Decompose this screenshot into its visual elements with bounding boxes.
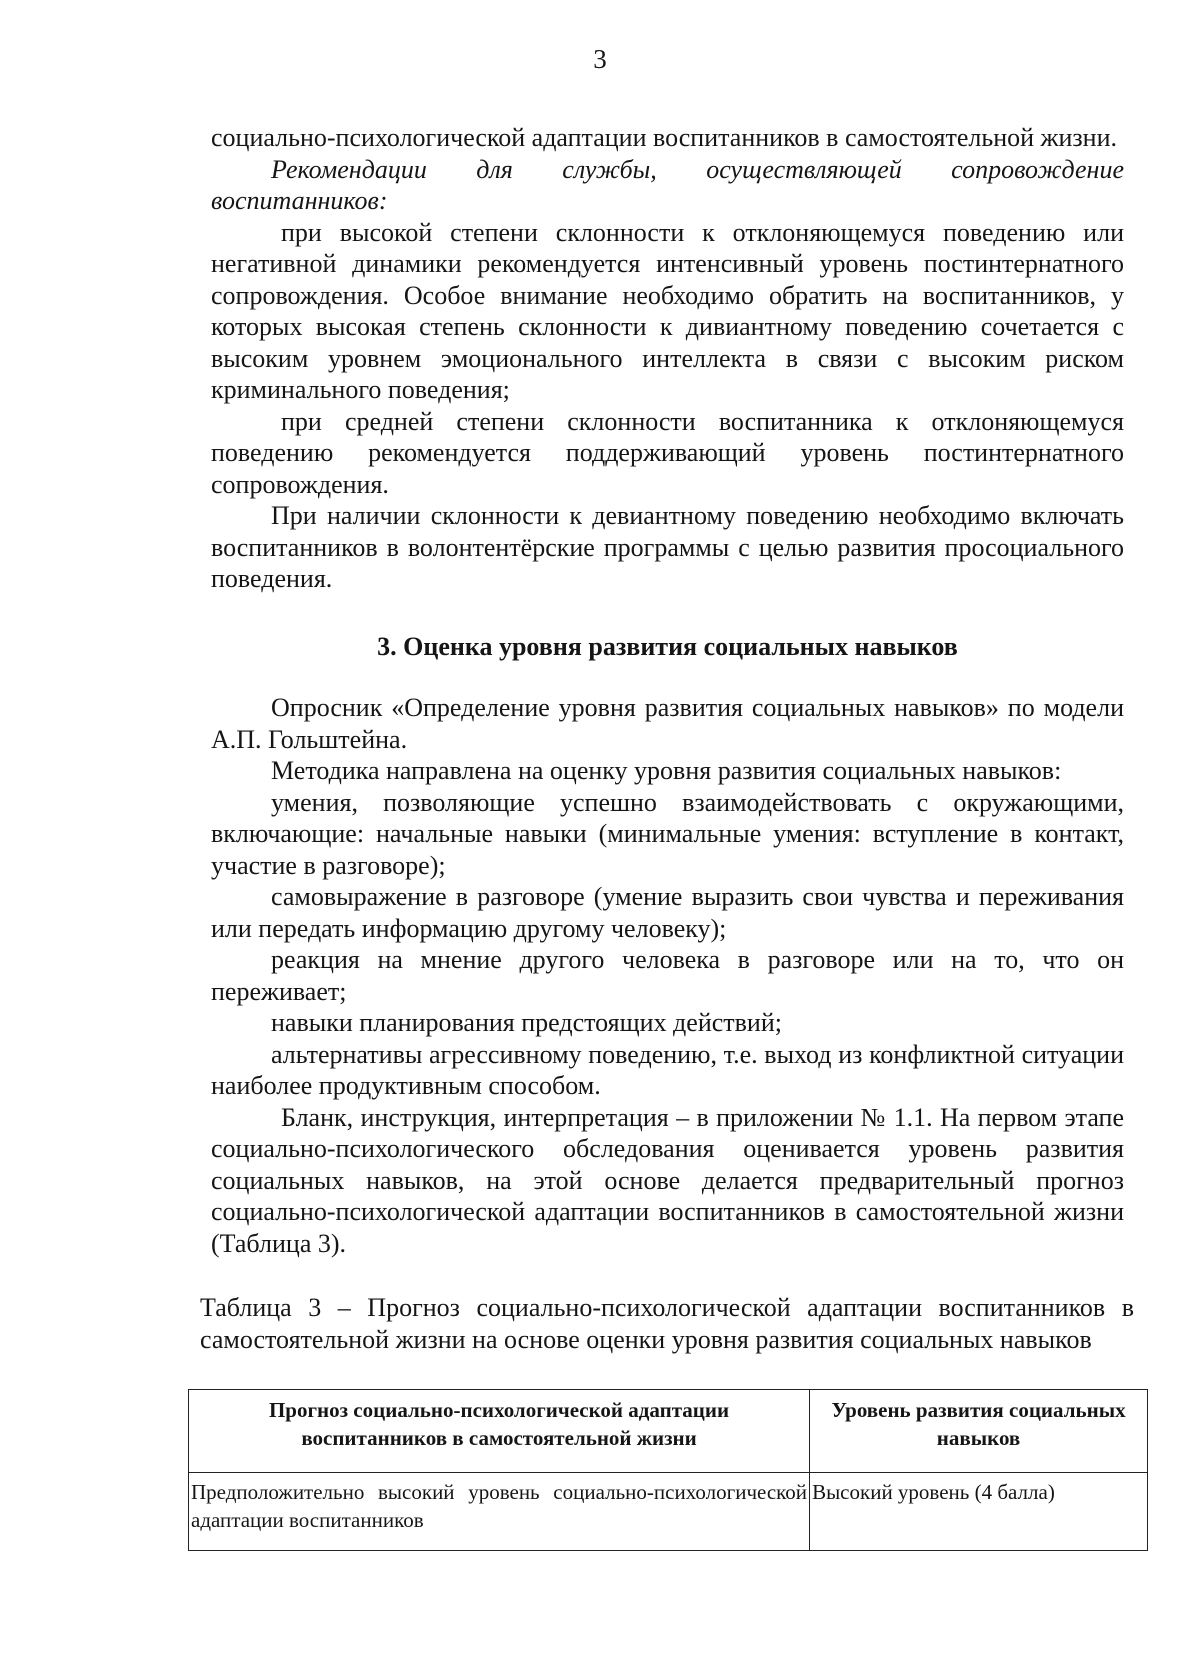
page-number: 3 <box>593 44 607 74</box>
prognosis-table <box>188 1389 1148 1551</box>
paragraph-planning: навыки планирования предстоящих действий; <box>271 1008 782 1037</box>
table-header-row <box>189 1390 1148 1473</box>
paragraph-questionnaire: Опросник «Определение уровня развития социальных навыков» по модели А.П. Гольштейна. <box>211 693 1124 754</box>
paragraph-continuation: социально-психологической адаптации воспитанников в самостоятельной жизни. <box>211 123 1118 152</box>
body-text <box>211 122 1124 1259</box>
recommendations-heading: Рекомендации для службы, осуществляющей сопровождение воспитанников: <box>211 154 1124 215</box>
table-header-skill-level: Уровень развития социальных навыков <box>810 1390 1148 1473</box>
paragraph-skills-basic: умения, позволяющие успешно взаимодействовать с окружающими, включающие: начальные навыки (минимальные умения: вступление в контакт, участие в разговоре); <box>211 787 1124 880</box>
paragraph-method: Методика направлена на оценку уровня развития социальных навыков: <box>271 756 1062 785</box>
paragraph-reaction: реакция на мнение другого человека в разговоре или на то, что он переживает; <box>211 945 1124 1006</box>
paragraph-high-risk: при высокой степени склонности к отклоняющемуся поведению или негативной динамики рекомендуется интенсивный уровень постинтернатного сопровождения. Особое внимание необходимо обратить на воспитанников, у которых высокая степень склонности к дивиантному поведению сочетается с высоким уровнем эмоционального интеллекта в связи с высоким риском криминального поведения; <box>211 217 1124 404</box>
table-cell-skill-level: Высокий уровень (4 балла) <box>810 1473 1148 1551</box>
table-cell-prognosis: Предположительно высокий уровень социально-психологической адаптации воспитанников <box>189 1473 810 1551</box>
table-caption: Таблица 3 – Прогноз социально-психологической адаптации воспитанников в самостоятельной жизни на основе оценки уровня развития социальных навыков <box>200 1293 1134 1354</box>
paragraph-volunteer: При наличии склонности к девиантному поведению необходимо включать воспитанников в волонтентёрские программы с целью развития просоциального поведения. <box>211 501 1124 593</box>
paragraph-medium-risk: при средней степени склонности воспитанника к отклоняющемуся поведению рекомендуется поддерживающий уровень постинтернатного сопровождения. <box>211 406 1124 499</box>
section-heading: 3. Оценка уровня развития социальных навыков <box>377 631 958 661</box>
paragraph-alternatives: альтернативы агрессивному поведению, т.е. выход из конфликтной ситуации наиболее продуктивным способом. <box>211 1039 1124 1100</box>
table-header-prognosis: Прогноз социально-психологической адаптации воспитанников в самостоятельной жизни <box>189 1390 810 1473</box>
table-row <box>189 1473 1148 1551</box>
paragraph-self-expression: самовыражение в разговоре (умение выразить свои чувства и переживания или передать информацию другому человеку); <box>211 882 1124 943</box>
paragraph-form-instruction: Бланк, инструкция, интерпретация – в приложении № 1.1. На первом этапе социально-психологического обследования оценивается уровень развития социальных навыков, на этой основе делается предварительный прогноз социально-психологической адаптации воспитанников в самостоятельной жизни (Таблица 3). <box>211 1102 1124 1258</box>
